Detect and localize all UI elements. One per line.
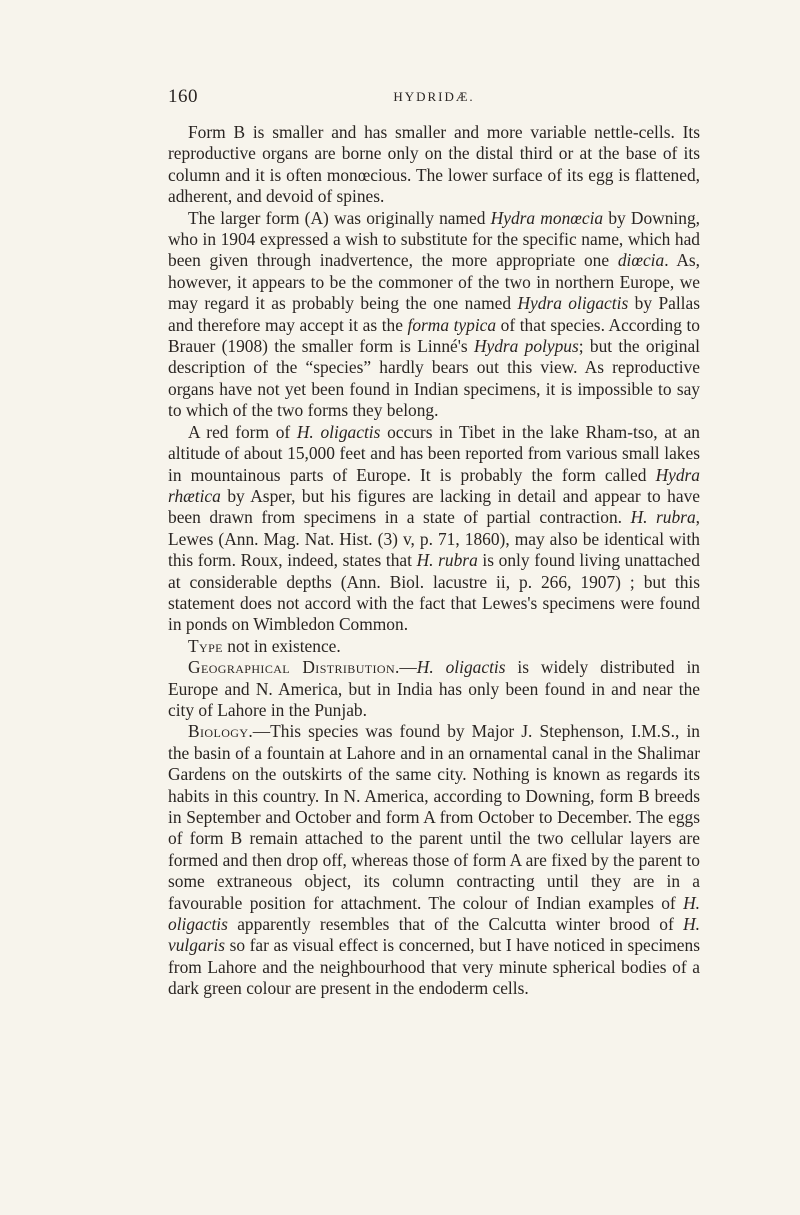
text-run: . As, however, it appears to be the commoner of the two in northern Europe, we may regard it as probably being the one named <box>168 250 700 314</box>
paragraph-biology <box>168 721 700 999</box>
running-head: HYDRIDÆ. <box>393 89 475 104</box>
italic-term: Hydra monœcia <box>490 207 604 228</box>
section-heading: Biology <box>188 721 249 742</box>
text-run: of that species. According to Brauer (1908) the smaller form is Linné's <box>168 314 700 357</box>
italic-term: diœcia <box>617 250 665 271</box>
paragraph-form-b <box>168 122 700 208</box>
section-heading: Type <box>188 635 223 656</box>
italic-term: H. oligactis <box>168 892 700 935</box>
italic-term: H. vulgaris <box>168 914 700 956</box>
italic-term: forma typica <box>407 314 497 335</box>
page-header <box>168 86 700 110</box>
text-run: by Pallas and therefore may accept it as the <box>168 293 700 335</box>
body-text <box>168 122 700 1000</box>
text-run: so far as visual effect is concerned, but I have noticed in specimens from Lahore and the neighbourhood that very minute spherical bodies of a dark green colour are present in the endoderm cells. <box>168 935 700 999</box>
italic-term: Hydra polypus <box>473 336 579 357</box>
italic-term: H. oligactis <box>416 657 506 678</box>
text-run: is only found living unattached at considerable depths (Ann. Biol. lacustre ii, p. 266, 1907) ; but this statement does not accord with the fact that Lewes's specimens were found in ponds on Wimbledon Common. <box>168 550 700 635</box>
text-run: is widely distributed in Europe and N. America, but in India has only been found in and near the city of Lahore in the Punjab. <box>168 657 700 720</box>
text-run: occurs in Tibet in the lake Rham-tso, at an altitude of about 15,000 feet and has been reported from various small lakes in mountainous parts of Europe. It is probably the form called <box>168 421 700 485</box>
italic-term: H. oligactis <box>296 421 381 442</box>
text-run: by Downing, who in 1904 expressed a wish to substitute for the specific name, which had been given through inadvertence, the more appropriate one <box>168 207 700 271</box>
paragraph-red-form <box>168 422 700 636</box>
text-run: The larger form (A) was originally named <box>188 207 491 228</box>
text-run: .— <box>395 657 417 678</box>
paragraph-larger-form <box>168 208 700 422</box>
text-run: by Asper, but his figures are lacking in detail and appear to have been drawn from specimens in a state of partial contraction. <box>168 485 700 528</box>
section-heading: Geographical Distribution <box>188 657 396 678</box>
text-run: .—This species was found by Major J. Stephenson, I.M.S., in the basin of a fountain at Lahore and in an ornamental canal in the Shalimar Gardens on the outskirts of the same city. Nothing is known as regards its habits in this country. In N. America, according to Downing, form B breeds in September and October and form A from October to December. The eggs of form B remain attached to the parent until the two cellular layers are formed and then drop off, whereas those of form A are fixed by the parent to some extraneous object, its column contracting until they are in a favourable position for attachment. The colour of Indian examples of <box>168 721 700 913</box>
page-number: 160 <box>168 86 198 107</box>
text-run: Form B is smaller and has smaller and more variable nettle-cells. Its reproductive organs are borne only on the distal third or at the base of its column and it is often monœcious. The lower surface of its egg is flattened, adherent, and devoid of spines. <box>168 122 700 207</box>
text-run: not in existence. <box>222 635 341 656</box>
paragraph-geographical-distribution <box>168 657 700 721</box>
italic-term: H. rubra <box>630 507 696 528</box>
paragraph-type <box>168 636 700 657</box>
italic-term: Hydra rhætica <box>168 464 700 506</box>
text-run: A red form of <box>188 421 297 442</box>
text-run: , Lewes (Ann. Mag. Nat. Hist. (3) v, p. 71, 1860), may also be identical with this form. Roux, indeed, states that <box>168 507 700 571</box>
italic-term: H. rubra <box>416 550 478 571</box>
text-run: ; but the original description of the “species” hardly bears out this view. As reproductive organs have not yet been found in Indian specimens, it is impossible to say to which of the two forms they belong. <box>168 336 700 421</box>
italic-term: Hydra oligactis <box>517 293 629 314</box>
text-run: apparently resembles that of the Calcutta winter brood of <box>227 914 684 935</box>
